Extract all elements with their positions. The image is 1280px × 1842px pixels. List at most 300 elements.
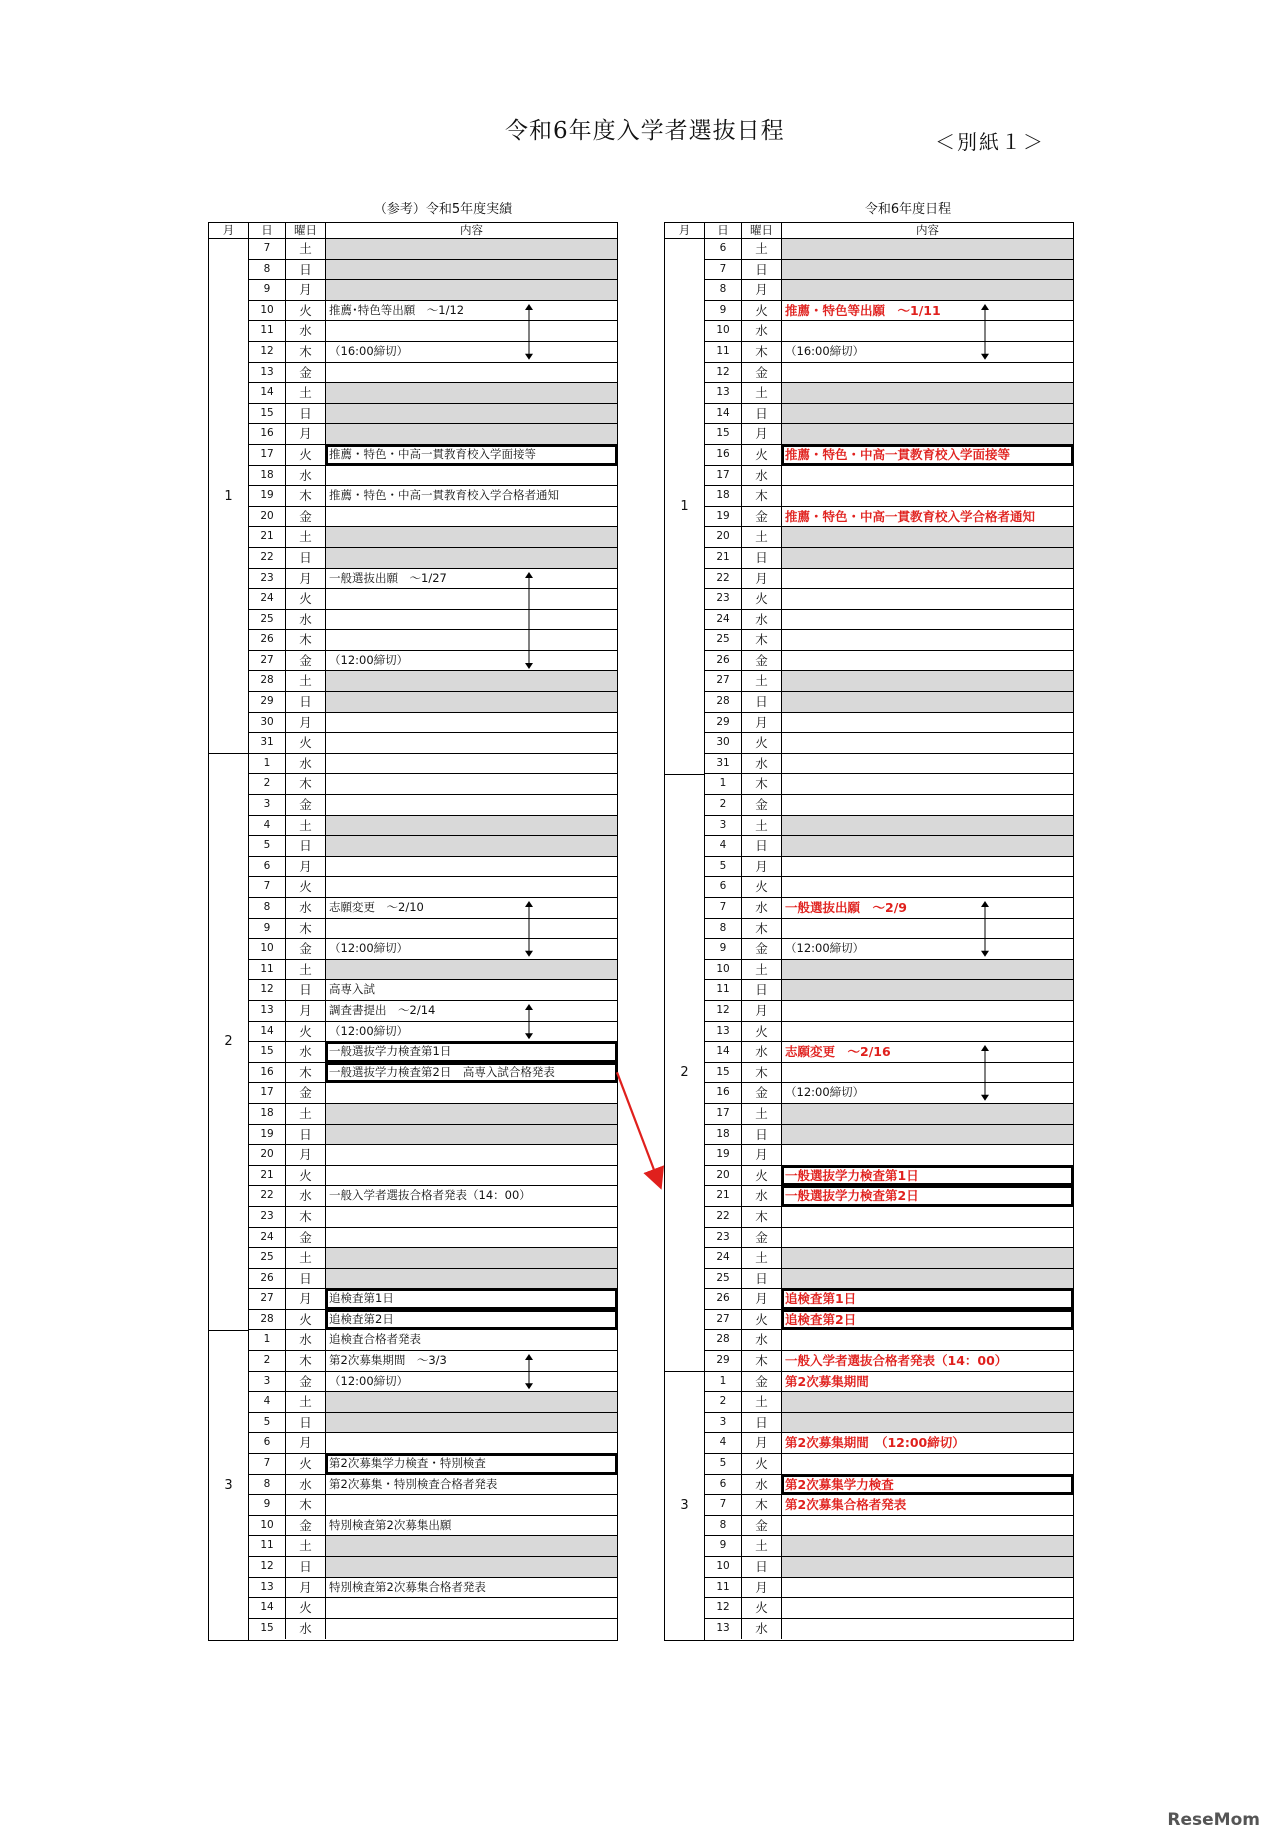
content-cell xyxy=(326,610,617,630)
weekday-cell: 土 xyxy=(742,1392,782,1412)
day-cell: 12 xyxy=(705,363,742,383)
table-row xyxy=(249,1495,617,1516)
table-row xyxy=(705,1433,1073,1454)
weekday-cell: 日 xyxy=(742,404,782,424)
table-row xyxy=(705,713,1073,734)
table-row xyxy=(249,486,617,507)
weekday-cell: 水 xyxy=(742,1186,782,1206)
weekday-cell: 金 xyxy=(742,939,782,959)
weekday-cell: 月 xyxy=(742,1145,782,1165)
weekday-cell: 月 xyxy=(286,1578,326,1598)
content-cell: （16:00締切） xyxy=(329,343,409,358)
table-row xyxy=(249,651,617,672)
day-cell: 10 xyxy=(705,1557,742,1577)
day-cell: 10 xyxy=(705,321,742,341)
content-cell: 一般選抜学力検査第1日 xyxy=(326,1042,617,1062)
day-cell: 23 xyxy=(705,589,742,609)
content-cell: 推薦・特色・中高一貫教育校入学面接等 xyxy=(782,445,1073,465)
day-rows xyxy=(249,239,617,1639)
weekday-cell: 木 xyxy=(286,1351,326,1371)
content-cell: （16:00締切） xyxy=(785,343,865,358)
day-cell: 21 xyxy=(705,548,742,568)
day-cell: 8 xyxy=(249,1475,286,1495)
month-cell: 1 xyxy=(665,239,705,775)
day-cell: 20 xyxy=(249,1145,286,1165)
content-cell xyxy=(782,795,1073,815)
content-cell: 第2次募集期間 ～3/3 xyxy=(329,1353,447,1368)
day-cell: 15 xyxy=(249,1042,286,1062)
table-row xyxy=(705,836,1073,857)
weekday-cell: 火 xyxy=(742,445,782,465)
weekday-cell: 金 xyxy=(286,507,326,527)
weekday-cell: 木 xyxy=(286,1207,326,1227)
content-cell xyxy=(782,260,1073,280)
content-cell: 志願変更 ～2/10 xyxy=(329,900,424,914)
weekday-cell: 月 xyxy=(286,1145,326,1165)
content-cell: （12:00締切） xyxy=(329,652,409,667)
content-cell: 特別検査第2次募集合格者発表 xyxy=(329,1579,486,1594)
table-row xyxy=(705,919,1073,940)
day-cell: 31 xyxy=(705,754,742,774)
table-row xyxy=(705,383,1073,404)
table-row xyxy=(705,1228,1073,1249)
weekday-cell: 木 xyxy=(286,342,326,362)
day-cell: 25 xyxy=(249,610,286,630)
content-cell: 推薦･特色等出願 ～1/12 xyxy=(329,302,465,317)
table-row xyxy=(705,939,1073,960)
table-row xyxy=(249,1125,617,1146)
content-cell xyxy=(326,795,617,815)
table-row xyxy=(249,877,617,898)
weekday-cell: 土 xyxy=(742,960,782,980)
weekday-cell: 火 xyxy=(286,1310,326,1330)
content-cell xyxy=(326,713,617,733)
table-row xyxy=(249,466,617,487)
weekday-cell: 日 xyxy=(742,548,782,568)
content-cell xyxy=(782,713,1073,733)
weekday-cell: 日 xyxy=(286,1557,326,1577)
day-cell: 27 xyxy=(705,1310,742,1330)
table-row xyxy=(705,1104,1073,1125)
day-cell: 28 xyxy=(705,692,742,712)
weekday-cell: 火 xyxy=(742,1166,782,1186)
weekday-cell: 火 xyxy=(742,877,782,897)
weekday-cell: 月 xyxy=(286,1433,326,1453)
schedule-table-2024 xyxy=(664,222,1074,1641)
weekday-cell: 木 xyxy=(742,486,782,506)
table-row xyxy=(705,363,1073,384)
table-row xyxy=(705,1392,1073,1413)
weekday-cell: 月 xyxy=(286,1001,326,1021)
table-row xyxy=(249,1042,617,1063)
table-row xyxy=(249,713,617,734)
content-cell xyxy=(782,527,1073,547)
weekday-cell: 火 xyxy=(742,589,782,609)
table-row xyxy=(249,939,617,960)
content-cell xyxy=(782,877,1073,897)
table-row xyxy=(705,1578,1073,1599)
content-cell xyxy=(326,1495,617,1515)
day-cell: 31 xyxy=(249,733,286,753)
weekday-cell: 火 xyxy=(742,1454,782,1474)
weekday-cell: 土 xyxy=(286,816,326,836)
weekday-cell: 日 xyxy=(286,980,326,1000)
weekday-cell: 水 xyxy=(742,1475,782,1495)
day-cell: 27 xyxy=(249,651,286,671)
content-cell: 追検査合格者発表 xyxy=(329,1332,421,1347)
weekday-cell: 土 xyxy=(286,671,326,691)
day-cell: 18 xyxy=(249,466,286,486)
content-cell xyxy=(326,1598,617,1618)
table-row xyxy=(705,1207,1073,1228)
page-title: 令和6年度入学者選抜日程 xyxy=(505,118,785,144)
day-cell: 27 xyxy=(705,671,742,691)
content-cell xyxy=(782,960,1073,980)
weekday-cell: 水 xyxy=(286,610,326,630)
content-cell xyxy=(326,1392,617,1412)
weekday-cell: 水 xyxy=(742,610,782,630)
weekday-cell: 日 xyxy=(742,980,782,1000)
table-row xyxy=(705,1516,1073,1537)
content-cell: （12:00締切） xyxy=(329,1023,409,1038)
table-row xyxy=(705,445,1073,466)
content-cell: 推薦・特色・中高一貫教育校入学面接等 xyxy=(326,445,617,465)
table-row xyxy=(705,1413,1073,1434)
table-row xyxy=(249,1022,617,1043)
table-body xyxy=(665,239,1073,1640)
schedule-table-2023 xyxy=(208,222,618,1641)
day-cell: 5 xyxy=(249,1413,286,1433)
day-cell: 6 xyxy=(705,877,742,897)
day-cell: 7 xyxy=(249,877,286,897)
weekday-cell: 木 xyxy=(286,630,326,650)
month-cell: 3 xyxy=(209,1331,249,1640)
weekday-cell: 土 xyxy=(286,383,326,403)
day-cell: 18 xyxy=(705,1125,742,1145)
table-row xyxy=(705,466,1073,487)
weekday-cell: 月 xyxy=(742,1001,782,1021)
content-cell xyxy=(782,919,1073,939)
header-content: 内容 xyxy=(460,223,483,237)
day-cell: 14 xyxy=(249,1598,286,1618)
day-cell: 3 xyxy=(249,795,286,815)
weekday-cell: 月 xyxy=(286,569,326,589)
day-cell: 13 xyxy=(705,1022,742,1042)
content-cell xyxy=(782,754,1073,774)
weekday-cell: 火 xyxy=(742,301,782,321)
header-weekday: 曜日 xyxy=(742,223,782,238)
table-row xyxy=(249,1392,617,1413)
content-cell: （12:00締切） xyxy=(329,941,409,956)
day-cell: 21 xyxy=(705,1186,742,1206)
day-cell: 24 xyxy=(705,610,742,630)
weekday-cell: 木 xyxy=(742,342,782,362)
day-cell: 8 xyxy=(249,898,286,918)
weekday-cell: 土 xyxy=(286,1536,326,1556)
weekday-cell: 火 xyxy=(286,1022,326,1042)
table-row xyxy=(249,754,617,775)
content-cell xyxy=(782,1619,1073,1640)
day-cell: 9 xyxy=(249,919,286,939)
day-cell: 26 xyxy=(249,1269,286,1289)
weekday-cell: 金 xyxy=(742,1083,782,1103)
content-cell: 第2次募集学力検査 xyxy=(782,1475,1073,1495)
day-cell: 2 xyxy=(249,1351,286,1371)
day-cell: 18 xyxy=(705,486,742,506)
content-cell xyxy=(782,404,1073,424)
table-header xyxy=(665,223,1073,239)
content-cell: 一般入学者選抜合格者発表（14：00） xyxy=(329,1188,531,1203)
header-content: 内容 xyxy=(916,223,939,237)
content-cell xyxy=(326,1248,617,1268)
weekday-cell: 日 xyxy=(286,1125,326,1145)
table-row xyxy=(705,795,1073,816)
content-cell xyxy=(782,1454,1073,1474)
day-cell: 18 xyxy=(249,1104,286,1124)
table-row xyxy=(705,321,1073,342)
content-cell xyxy=(326,630,617,650)
content-cell xyxy=(326,548,617,568)
table-row xyxy=(249,692,617,713)
content-cell xyxy=(782,816,1073,836)
table-row xyxy=(249,260,617,281)
table-row xyxy=(249,569,617,590)
content-cell xyxy=(326,671,617,691)
weekday-cell: 水 xyxy=(742,754,782,774)
day-cell: 16 xyxy=(705,445,742,465)
table-row xyxy=(705,651,1073,672)
content-cell xyxy=(326,836,617,856)
weekday-cell: 火 xyxy=(286,1454,326,1474)
weekday-cell: 木 xyxy=(742,774,782,794)
table-row xyxy=(705,239,1073,260)
day-cell: 2 xyxy=(705,1392,742,1412)
header-weekday: 曜日 xyxy=(286,223,326,238)
weekday-cell: 木 xyxy=(742,1207,782,1227)
day-cell: 11 xyxy=(705,342,742,362)
weekday-cell: 日 xyxy=(286,1269,326,1289)
weekday-cell: 木 xyxy=(742,919,782,939)
weekday-cell: 月 xyxy=(286,424,326,444)
day-cell: 23 xyxy=(249,569,286,589)
content-cell xyxy=(326,857,617,877)
day-cell: 29 xyxy=(249,692,286,712)
day-cell: 13 xyxy=(249,363,286,383)
content-cell xyxy=(326,1125,617,1145)
weekday-cell: 火 xyxy=(742,1022,782,1042)
table-row xyxy=(705,301,1073,322)
table-row xyxy=(249,301,617,322)
table-row xyxy=(249,280,617,301)
table-row xyxy=(705,1186,1073,1207)
table-row xyxy=(705,589,1073,610)
table-row xyxy=(705,610,1073,631)
weekday-cell: 水 xyxy=(286,1042,326,1062)
weekday-cell: 木 xyxy=(286,486,326,506)
day-cell: 21 xyxy=(249,527,286,547)
content-cell xyxy=(782,1125,1073,1145)
day-cell: 13 xyxy=(705,1619,742,1640)
day-cell: 8 xyxy=(705,919,742,939)
weekday-cell: 月 xyxy=(742,424,782,444)
content-cell xyxy=(782,857,1073,877)
day-cell: 9 xyxy=(705,301,742,321)
content-cell: 追検査第2日 xyxy=(326,1310,617,1330)
weekday-cell: 木 xyxy=(286,1495,326,1515)
weekday-cell: 日 xyxy=(742,260,782,280)
weekday-cell: 木 xyxy=(742,1495,782,1515)
weekday-cell: 月 xyxy=(742,1578,782,1598)
content-cell xyxy=(326,260,617,280)
weekday-cell: 水 xyxy=(286,321,326,341)
content-cell xyxy=(326,589,617,609)
weekday-cell: 金 xyxy=(286,1516,326,1536)
content-cell: （12:00締切） xyxy=(785,941,865,956)
header-day: 日 xyxy=(249,223,286,238)
day-cell: 5 xyxy=(705,1454,742,1474)
weekday-cell: 水 xyxy=(286,1619,326,1640)
day-cell: 3 xyxy=(705,1413,742,1433)
day-cell: 20 xyxy=(705,527,742,547)
table-row xyxy=(249,671,617,692)
weekday-cell: 金 xyxy=(742,795,782,815)
day-cell: 12 xyxy=(249,342,286,362)
table-row xyxy=(705,280,1073,301)
day-cell: 14 xyxy=(705,404,742,424)
content-cell: 第2次募集期間 （12:00締切） xyxy=(785,1435,965,1451)
table-row xyxy=(705,404,1073,425)
table-row xyxy=(249,898,617,919)
content-cell xyxy=(326,733,617,753)
weekday-cell: 金 xyxy=(286,651,326,671)
table-row xyxy=(705,671,1073,692)
day-cell: 4 xyxy=(705,1433,742,1453)
content-cell xyxy=(326,1619,617,1640)
table-row xyxy=(249,548,617,569)
day-cell: 1 xyxy=(705,1372,742,1392)
content-cell: 追検査第2日 xyxy=(782,1310,1073,1330)
month-cell: 2 xyxy=(665,775,705,1372)
content-cell xyxy=(782,1269,1073,1289)
table-row xyxy=(705,1536,1073,1557)
content-cell: 一般選抜学力検査第2日 xyxy=(782,1186,1073,1206)
weekday-cell: 日 xyxy=(742,836,782,856)
day-cell: 19 xyxy=(705,507,742,527)
day-cell: 7 xyxy=(249,239,286,259)
content-cell xyxy=(782,980,1073,1000)
table-row xyxy=(249,1536,617,1557)
table-row xyxy=(705,1001,1073,1022)
weekday-cell: 日 xyxy=(742,1125,782,1145)
day-cell: 10 xyxy=(249,939,286,959)
weekday-cell: 日 xyxy=(286,548,326,568)
table-row xyxy=(249,1413,617,1434)
table-row xyxy=(705,1619,1073,1640)
weekday-cell: 火 xyxy=(286,301,326,321)
day-cell: 13 xyxy=(249,1001,286,1021)
day-cell: 19 xyxy=(249,486,286,506)
content-cell: 追検査第1日 xyxy=(326,1289,617,1309)
day-cell: 29 xyxy=(705,713,742,733)
content-cell xyxy=(782,1557,1073,1577)
day-cell: 15 xyxy=(705,1063,742,1083)
table-row xyxy=(249,1516,617,1537)
table-row xyxy=(249,342,617,363)
day-cell: 9 xyxy=(705,939,742,959)
content-cell xyxy=(782,569,1073,589)
content-cell xyxy=(782,1516,1073,1536)
header-month: 月 xyxy=(665,223,705,238)
left-caption: （参考）令和5年度実績 xyxy=(373,202,513,217)
weekday-cell: 火 xyxy=(742,1310,782,1330)
weekday-cell: 金 xyxy=(742,1228,782,1248)
content-cell xyxy=(326,1557,617,1577)
content-cell: 一般選抜学力検査第2日 高専入試合格発表 xyxy=(326,1063,617,1083)
weekday-cell: 水 xyxy=(742,898,782,918)
table-row xyxy=(705,733,1073,754)
day-cell: 11 xyxy=(705,980,742,1000)
day-cell: 24 xyxy=(249,1228,286,1248)
weekday-cell: 火 xyxy=(742,733,782,753)
table-header xyxy=(209,223,617,239)
table-body xyxy=(209,239,617,1640)
content-cell: 高専入試 xyxy=(329,982,375,997)
day-cell: 13 xyxy=(705,383,742,403)
day-cell: 24 xyxy=(249,589,286,609)
weekday-cell: 日 xyxy=(742,1269,782,1289)
table-row xyxy=(249,919,617,940)
table-row xyxy=(249,527,617,548)
weekday-cell: 土 xyxy=(286,1248,326,1268)
day-cell: 20 xyxy=(705,1166,742,1186)
table-row xyxy=(249,1619,617,1640)
weekday-cell: 月 xyxy=(742,1289,782,1309)
day-cell: 8 xyxy=(705,1516,742,1536)
weekday-cell: 土 xyxy=(742,239,782,259)
content-cell: 志願変更 ～2/16 xyxy=(785,1044,891,1060)
content-cell xyxy=(782,1330,1073,1350)
table-row xyxy=(705,1248,1073,1269)
content-cell xyxy=(782,671,1073,691)
content-cell xyxy=(782,548,1073,568)
day-cell: 3 xyxy=(249,1372,286,1392)
day-cell: 4 xyxy=(249,816,286,836)
content-cell: 一般選抜学力検査第1日 xyxy=(782,1166,1073,1186)
table-row xyxy=(249,795,617,816)
table-row xyxy=(249,1166,617,1187)
weekday-cell: 金 xyxy=(742,1516,782,1536)
day-cell: 9 xyxy=(249,280,286,300)
content-cell xyxy=(782,733,1073,753)
table-row xyxy=(705,1125,1073,1146)
weekday-cell: 土 xyxy=(742,527,782,547)
weekday-cell: 日 xyxy=(742,692,782,712)
content-cell xyxy=(782,836,1073,856)
weekday-cell: 日 xyxy=(286,836,326,856)
table-row xyxy=(249,836,617,857)
table-row xyxy=(705,1042,1073,1063)
day-cell: 12 xyxy=(249,1557,286,1577)
content-cell xyxy=(326,1536,617,1556)
table-row xyxy=(249,383,617,404)
day-cell: 14 xyxy=(249,383,286,403)
day-cell: 5 xyxy=(249,836,286,856)
day-cell: 16 xyxy=(249,424,286,444)
table-row xyxy=(705,486,1073,507)
table-row xyxy=(705,1145,1073,1166)
weekday-cell: 木 xyxy=(286,774,326,794)
weekday-cell: 日 xyxy=(286,1413,326,1433)
